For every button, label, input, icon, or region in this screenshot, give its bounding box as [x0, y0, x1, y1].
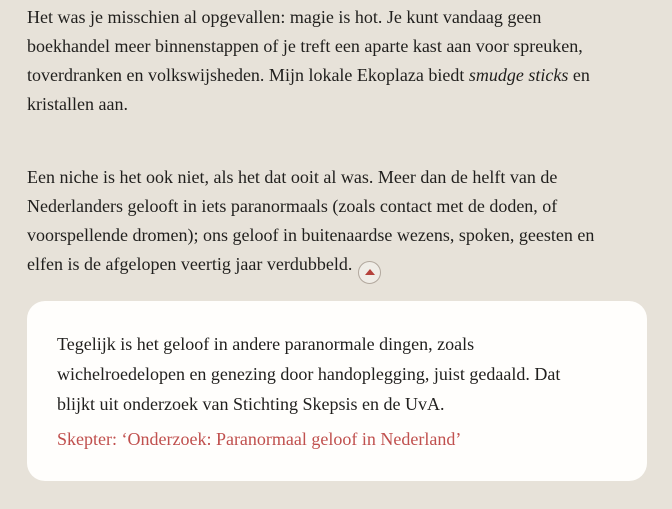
paragraph-intro-line: kristallen aan. [27, 94, 128, 114]
paragraph-paranormal-line [27, 250, 648, 284]
footnote-line: wichelroedelopen en genezing door handoplegging, juist gedaald. Dat [57, 363, 561, 384]
footnote-line: Tegelijk is het geloof in andere paranormale dingen, zoals [57, 333, 475, 354]
paragraph-paranormal-line: voorspellende dromen); ons geloof in buitenaardse wezens, spoken, geesten en [27, 225, 595, 245]
paragraph-paranormal-line: Een niche is het ook niet, als het dat ooit al was. Meer dan de helft van de [27, 167, 558, 187]
paragraph-intro-line: boekhandel meer binnenstappen of je treft een aparte kast aan voor spreuken, [27, 36, 583, 56]
paragraph-intro-text: toverdranken en volkswijsheden. Mijn lokale Ekoplaza biedt [27, 65, 469, 85]
footnote-collapse-button[interactable] [358, 261, 381, 284]
footnote-source-link[interactable]: Skepter: ‘Onderzoek: Paranormaal geloof in Nederland’ [57, 428, 462, 449]
paragraph-intro-line: Het was je misschien al opgevallen: magie is hot. Je kunt vandaag geen [27, 7, 542, 27]
paragraph-intro-line [27, 61, 648, 90]
footnote-card [27, 301, 647, 481]
paragraph-paranormal [27, 163, 648, 284]
paragraph-intro-text: en [568, 65, 590, 85]
footnote-text [57, 329, 617, 419]
italic-term: smudge sticks [468, 65, 569, 85]
paragraph-intro [27, 3, 648, 119]
footnote-line: blijkt uit onderzoek van Stichting Skepsis en de UvA. [57, 393, 445, 414]
paragraph-paranormal-line: Nederlanders gelooft in iets paranormaals (zoals contact met de doden, of [27, 196, 558, 216]
caret-up-icon [365, 269, 375, 275]
paragraph-paranormal-text: elfen is de afgelopen veertig jaar verdubbeld. [27, 254, 353, 274]
